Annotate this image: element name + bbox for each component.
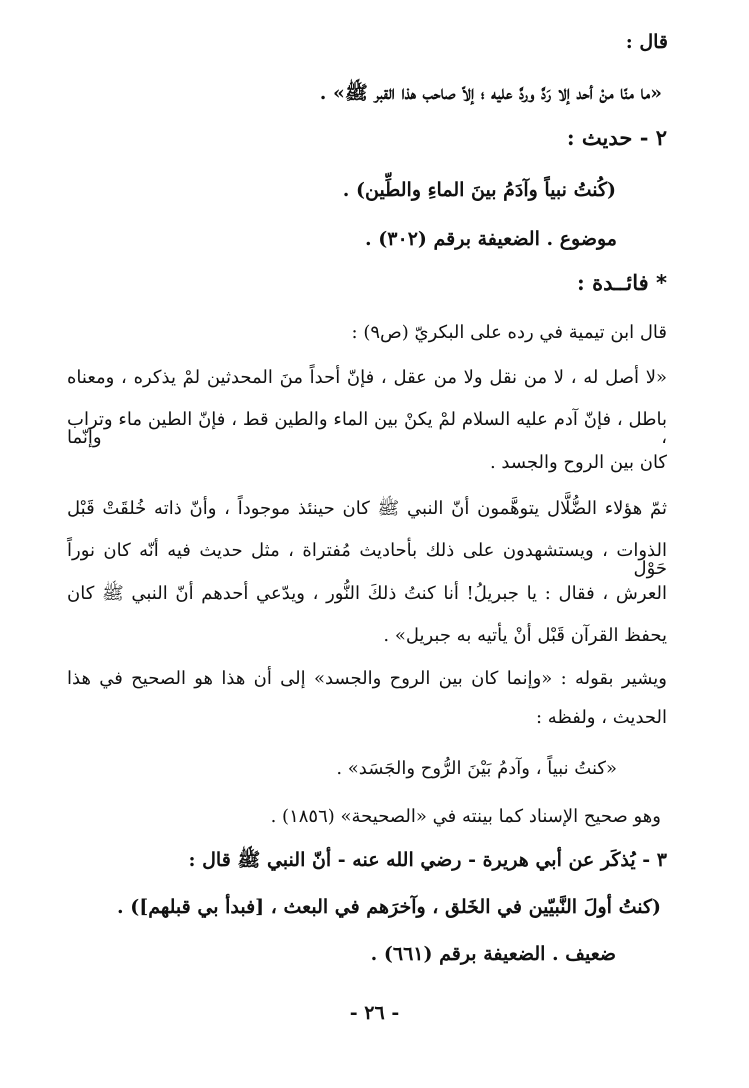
authentic-wording: «كنتُ نبياً ، وآدمُ بَيْنَ الرُّوح والجَسَد» .: [336, 758, 617, 779]
paragraph-3-line-2: الحديث ، ولفظه :: [536, 707, 667, 728]
paragraph-3-line-1: ويشير بقوله : «وإنما كان بين الروح والجسد» إلى أن هذا هو الصحيح في هذا: [67, 668, 667, 689]
page-number: - ٢٦ -: [349, 1002, 400, 1024]
paragraph-2-line-2: الذوات ، ويستشهدون على ذلك بأحاديث مُفتراة ، مثل حديث فيه أنّه كان نوراً حَوْل: [67, 540, 667, 579]
hadith-text-2: (كُنتُ نبياً وآدَمُ بينَ الماءِ والطِّين) .: [342, 179, 616, 201]
grading-note-2: موضوع . الضعيفة برقم (٣٠٢) .: [365, 228, 617, 250]
authentic-grading-note: وهو صحيح الإسناد كما بينته في «الصحيحة» (١٨٥٦) .: [270, 806, 661, 827]
section-heading-hadith-2: ٢ - حديث :: [566, 125, 667, 150]
paragraph-1-line-2: باطل ، فإنّ آدم عليه السلام لمْ يكنْ بين الماء والطين قط ، فإنّ الطين ماء وتراب ، وإنّما: [67, 409, 667, 448]
speaker-label: قال :: [625, 31, 668, 53]
paragraph-2-line-1: ثمّ هؤلاء الضُّلَّال يتوهَّمون أنّ النبي ﷺ كان حينئذ موجوداً ، وأنّ ذاته خُلقَتْ قَبْل: [67, 498, 667, 519]
paragraph-1-line-3: كان بين الروح والجسد .: [489, 452, 667, 473]
benefit-heading-label: فائــدة :: [577, 270, 649, 295]
paragraph-2-line-4: يحفظ القرآن قَبْل أنْ يأتيه به جبريل» .: [383, 625, 667, 646]
paragraph-1-line-1: «لا أصل له ، لا من نقل ولا من عقل ، فإنّ أحداً منَ المحدثين لمْ يذكره ، ومعناه: [67, 367, 667, 388]
citation-intro: قال ابن تيمية في رده على البكريّ (ص٩) :: [351, 322, 667, 343]
paragraph-2-line-3: العرش ، فقال : يا جبريلُ! أنا كنتُ ذلكَ النُّور ، ويدّعي أحدهم أنّ النبي ﷺ كان: [67, 583, 667, 604]
hadith-text-3: (كنتُ أولَ النَّبيّين في الخَلق ، وآخرَهم في البعث ، [فبدأ بي قبلهم]) .: [117, 896, 661, 918]
quoted-hadith-line: «ما منّا منْ أحد إلا رَدَّ وردَّ عليه ؛ إلاّ صاحب هذا القبر ﷺ» .: [319, 82, 662, 104]
section-heading-hadith-3: ٣ - يُذكَر عن أبي هريرة - رضي الله عنه - أنّ النبي ﷺ قال :: [188, 849, 667, 871]
grading-note-3: ضعيف . الضعيفة برقم (٦٦١) .: [370, 943, 616, 965]
benefit-heading: [577, 272, 667, 294]
asterisk-icon: *: [656, 271, 667, 295]
